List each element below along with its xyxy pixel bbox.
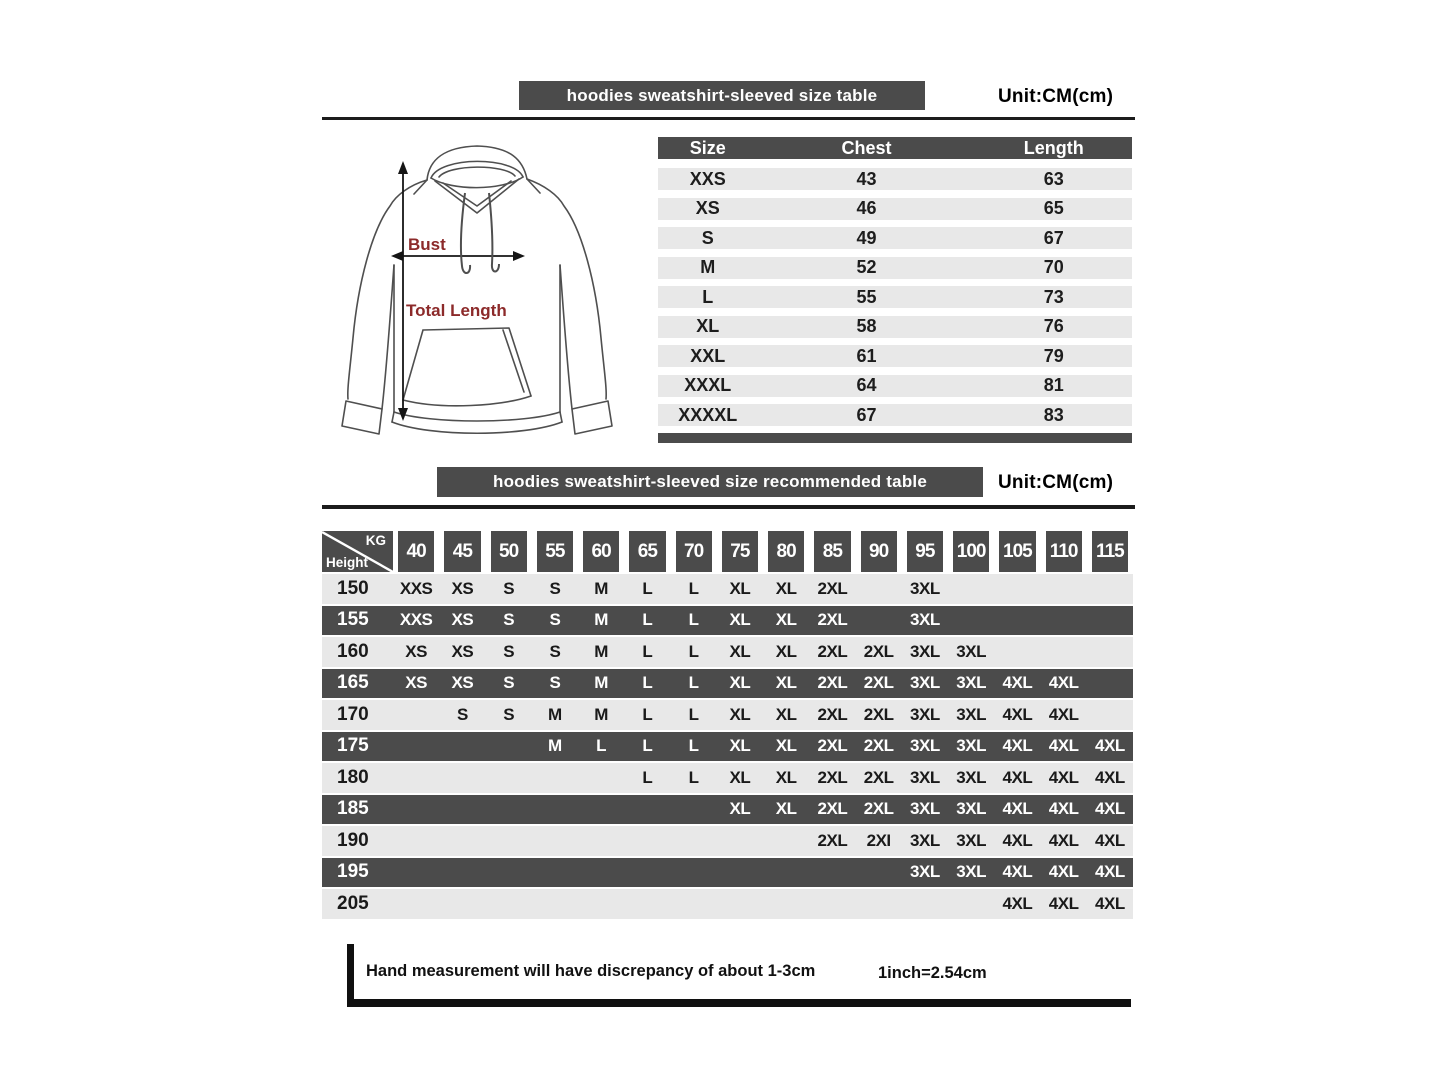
matrix-header-row xyxy=(322,531,1133,572)
size-table-row xyxy=(658,375,1132,397)
kg-column-header: 110 xyxy=(1046,531,1082,572)
size-recommendation-cell: L xyxy=(642,736,653,756)
bust-label: Bust xyxy=(408,235,446,254)
size-recommendation-cell: L xyxy=(688,736,699,756)
size-table-row xyxy=(658,286,1132,308)
size-recommendation-cell: XL xyxy=(775,673,797,693)
height-label: 155 xyxy=(337,609,369,631)
size-recommendation-cell: 4XL xyxy=(1048,736,1079,756)
size-recommendation-cell: L xyxy=(688,641,699,661)
size-recommendation-cell: M xyxy=(548,736,562,756)
size-recommendation-cell: 4XL xyxy=(1095,830,1125,850)
size-recommendation-cell: 4XL xyxy=(1002,799,1033,819)
size-table-cell-length: 63 xyxy=(1043,168,1064,189)
size-table-cell-chest: 55 xyxy=(856,286,877,307)
height-label: 190 xyxy=(337,829,369,851)
matrix-row-175 xyxy=(322,732,1133,762)
size-recommendation-cell: S xyxy=(503,673,515,693)
note-bottom-bar xyxy=(347,999,1131,1007)
matrix-row-190 xyxy=(322,826,1133,856)
size-recommendation-cell: 4XL xyxy=(1002,862,1033,882)
size-recommendation-cell: 2XL xyxy=(817,799,848,819)
size-recommendation-cell: 3XL xyxy=(956,641,986,661)
matrix-row-160 xyxy=(322,637,1133,667)
size-recommendation-cell: M xyxy=(594,610,608,630)
matrix-row-205 xyxy=(322,889,1133,919)
kg-column-header: 115 xyxy=(1092,531,1128,572)
size-recommendation-cell: S xyxy=(503,641,515,661)
size-recommendation-cell: 4XL xyxy=(1048,830,1079,850)
size-recommendation-cell: XL xyxy=(775,578,797,598)
size-table-row xyxy=(658,316,1132,338)
size-recommendation-cell: XS xyxy=(405,641,427,661)
size-recommendation-cell: L xyxy=(688,767,699,787)
size-table-cell-length: 79 xyxy=(1043,345,1064,366)
size-recommendation-cell: 3XL xyxy=(910,862,940,882)
size-recommendation-cell: 3XL xyxy=(910,704,940,724)
size-recommendation-cell: 2XL xyxy=(863,736,894,756)
recommended-table-title: hoodies sweatshirt-sleeved size recommended table xyxy=(492,472,927,491)
matrix-row-180 xyxy=(322,763,1133,793)
size-table-row xyxy=(658,345,1132,367)
size-recommendation-cell: 3XL xyxy=(910,610,940,630)
size-recommendation-cell: 4XL xyxy=(1048,893,1079,913)
size-recommendation-cell: S xyxy=(503,704,515,724)
corner-height-label: Height xyxy=(326,555,368,570)
size-table-cell-size: M xyxy=(700,257,716,277)
size-recommendation-cell: 3XL xyxy=(956,862,986,882)
size-recommendation-cell: M xyxy=(594,673,608,693)
kg-column-header: 45 xyxy=(444,531,480,572)
size-table-cell-chest: 61 xyxy=(856,345,877,366)
matrix-row-195 xyxy=(322,858,1133,888)
size-table-header-row xyxy=(658,137,1132,159)
hoodie-measurement-diagram xyxy=(330,133,624,463)
size-recommendation-cell: 4XL xyxy=(1048,767,1079,787)
size-recommendation-cell: 2XL xyxy=(863,673,894,693)
size-recommendation-cell: 2XL xyxy=(817,641,848,661)
size-recommendation-cell: XL xyxy=(729,799,751,819)
height-label: 165 xyxy=(337,672,369,694)
size-recommendation-cell: 4XL xyxy=(1048,799,1079,819)
size-table-cell-length: 76 xyxy=(1043,316,1064,336)
size-recommendation-cell: 2XL xyxy=(817,767,848,787)
height-label: 150 xyxy=(337,577,369,599)
size-table-cell-chest: 64 xyxy=(856,375,877,395)
size-table-cell-size: XL xyxy=(696,316,720,336)
size-recommendation-cell: XS xyxy=(451,673,474,693)
size-recommendation-cell: M xyxy=(594,704,608,724)
size-recommendation-cell: S xyxy=(549,641,561,661)
size-recommendation-cell: 4XL xyxy=(1095,767,1125,787)
size-recommendation-cell: XXS xyxy=(399,578,433,598)
kg-column-header: 85 xyxy=(814,531,850,572)
size-recommendation-cell: 3XL xyxy=(956,736,986,756)
kg-column-header: 55 xyxy=(537,531,573,572)
size-recommendation-cell: L xyxy=(596,736,607,756)
size-table-cell-chest: 43 xyxy=(856,168,877,189)
size-recommendation-cell: 2XL xyxy=(817,578,848,598)
size-recommendation-cell: S xyxy=(456,704,468,724)
column-header-length: Length xyxy=(1023,137,1084,158)
size-recommendation-cell: 2XL xyxy=(863,767,894,787)
size-recommendation-cell: 3XL xyxy=(956,767,986,787)
size-recommendation-cell: S xyxy=(549,610,561,630)
size-table-cell-chest: 49 xyxy=(856,227,877,248)
size-recommendation-cell: S xyxy=(503,578,515,598)
size-recommendation-cell: L xyxy=(688,673,699,693)
corner-kg-label: KG xyxy=(365,533,386,548)
size-table-cell-chest: 58 xyxy=(856,316,877,336)
kg-column-header: 80 xyxy=(768,531,804,572)
size-table-cell-size: S xyxy=(701,227,714,248)
size-recommendation-cell: XS xyxy=(405,673,427,693)
size-table-cell-chest: 52 xyxy=(856,257,877,277)
matrix-row-185 xyxy=(322,795,1133,825)
size-table-cell-size: L xyxy=(702,286,714,307)
size-recommendation-cell: XL xyxy=(729,641,751,661)
total-length-label: Total Length xyxy=(406,301,507,320)
size-recommendation-cell: L xyxy=(642,704,653,724)
inch-conversion-note: 1inch=2.54cm xyxy=(878,964,987,982)
matrix-body xyxy=(322,574,1133,919)
size-recommendation-cell: L xyxy=(688,704,699,724)
size-recommendation-cell: XL xyxy=(775,610,797,630)
kg-height-corner-cell xyxy=(322,531,393,572)
height-label: 175 xyxy=(337,735,369,757)
size-recommendation-cell: 4XL xyxy=(1095,799,1125,819)
size-recommendation-cell: 3XL xyxy=(910,830,940,850)
size-recommendation-cell: L xyxy=(642,578,653,598)
section2-divider-line xyxy=(322,505,1135,509)
kg-column-header: 105 xyxy=(999,531,1035,572)
size-recommendation-cell: 3XL xyxy=(910,799,940,819)
size-recommendation-cell: 4XL xyxy=(1095,862,1125,882)
size-recommendation-cell: XS xyxy=(451,641,474,661)
size-table-row xyxy=(658,227,1132,249)
size-table-bottom-bar xyxy=(658,433,1132,443)
size-recommendation-cell: 2XL xyxy=(817,673,848,693)
size-recommendation-cell: 3XL xyxy=(956,673,986,693)
size-recommendation-cell: 2XL xyxy=(817,610,848,630)
right-cuff xyxy=(572,401,612,434)
size-recommendation-cell: 2XL xyxy=(817,704,848,724)
size-recommendation-cell: S xyxy=(503,610,515,630)
left-cuff xyxy=(342,401,382,434)
size-table-cell-chest: 46 xyxy=(856,198,877,218)
size-recommendation-cell: 2XL xyxy=(863,704,894,724)
pocket-outline xyxy=(403,328,531,400)
size-recommendation-cell: L xyxy=(688,610,699,630)
size-recommendation-cell: XL xyxy=(775,736,797,756)
size-recommendation-cell: 2XL xyxy=(817,736,848,756)
column-header-chest: Chest xyxy=(841,137,892,158)
size-recommendation-cell: XL xyxy=(729,704,751,724)
size-recommendation-cell: 2XI xyxy=(866,830,891,850)
note-left-bar xyxy=(347,944,354,1001)
size-recommendation-cell: 4XL xyxy=(1002,673,1033,693)
size-recommendation-cell: XL xyxy=(729,767,751,787)
kg-column-header: 90 xyxy=(861,531,897,572)
size-table-body xyxy=(658,168,1132,426)
size-recommendation-cell: 4XL xyxy=(1095,736,1125,756)
size-recommendation-cell: 3XL xyxy=(910,673,940,693)
size-table-cell-length: 83 xyxy=(1043,404,1064,425)
size-table-title: hoodies sweatshirt-sleeved size table xyxy=(566,85,878,105)
size-recommendation-cell: 3XL xyxy=(956,704,986,724)
size-table-cell-size: XXXL xyxy=(684,375,732,395)
size-recommendation-cell: XL xyxy=(729,736,751,756)
kg-column-header: 95 xyxy=(907,531,943,572)
size-recommendation-cell: XL xyxy=(729,610,751,630)
size-table-cell-length: 70 xyxy=(1043,257,1064,277)
size-recommendation-cell: 3XL xyxy=(910,578,940,598)
size-recommendation-cell: S xyxy=(549,578,561,598)
size-recommendation-cell: L xyxy=(688,578,699,598)
size-recommendation-cell: M xyxy=(548,704,562,724)
size-recommendation-cell: 4XL xyxy=(1095,893,1125,913)
size-table-cell-size: XXXXL xyxy=(678,404,738,425)
height-label: 160 xyxy=(337,640,369,662)
right-drawstring xyxy=(489,193,499,272)
size-recommendation-cell: XL xyxy=(729,673,751,693)
size-table-row xyxy=(658,404,1132,426)
size-table-cell-length: 73 xyxy=(1043,286,1064,307)
recommended-table-title-bar xyxy=(437,467,983,497)
kg-column-header: 100 xyxy=(953,531,989,572)
size-recommendation-cell: 3XL xyxy=(956,830,986,850)
size-recommendation-cell: L xyxy=(642,673,653,693)
size-recommendation-cell: 4XL xyxy=(1002,893,1033,913)
size-recommendation-cell: L xyxy=(642,610,653,630)
kg-column-header: 70 xyxy=(676,531,712,572)
size-recommendation-cell: XL xyxy=(775,704,797,724)
measurement-note: Hand measurement will have discrepancy of about 1-3cm xyxy=(366,962,816,980)
height-label: 205 xyxy=(337,892,369,914)
size-recommendation-cell: 2XL xyxy=(817,830,848,850)
size-recommendation-cell: XL xyxy=(729,578,751,598)
kg-column-header: 40 xyxy=(398,531,434,572)
size-recommendation-cell: 4XL xyxy=(1002,830,1033,850)
size-table-cell-chest: 67 xyxy=(856,404,877,425)
size-recommendation-cell: 3XL xyxy=(910,736,940,756)
kg-column-header: 50 xyxy=(491,531,527,572)
size-recommendation-cell: 4XL xyxy=(1048,704,1079,724)
height-label: 185 xyxy=(337,798,369,820)
size-recommendation-cell: 4XL xyxy=(1002,736,1033,756)
kg-column-header: 75 xyxy=(722,531,758,572)
size-table-cell-length: 67 xyxy=(1043,227,1064,248)
size-recommendation-cell: 4XL xyxy=(1048,862,1079,882)
size-table-title-bar xyxy=(519,81,925,110)
matrix-row-165 xyxy=(322,669,1133,699)
recommended-size-matrix xyxy=(322,531,1133,919)
column-header-size: Size xyxy=(689,137,726,158)
height-label: 180 xyxy=(337,766,369,788)
size-table-cell-length: 65 xyxy=(1043,198,1064,218)
matrix-row-150 xyxy=(322,574,1133,604)
size-recommendation-cell: XL xyxy=(775,799,797,819)
size-table-cell-size: XXS xyxy=(689,168,726,189)
size-table-cell-size: XXL xyxy=(690,345,726,366)
matrix-row-155 xyxy=(322,606,1133,636)
size-table-row xyxy=(658,168,1132,190)
size-recommendation-cell: 3XL xyxy=(910,641,940,661)
size-recommendation-cell: 4XL xyxy=(1002,767,1033,787)
size-recommendation-cell: 2XL xyxy=(863,799,894,819)
size-recommendation-cell: XS xyxy=(451,578,474,598)
size-recommendation-cell: L xyxy=(642,767,653,787)
size-table-cell-length: 81 xyxy=(1043,375,1064,395)
size-table xyxy=(658,137,1132,443)
size-recommendation-cell: M xyxy=(594,641,608,661)
size-recommendation-cell: 3XL xyxy=(910,767,940,787)
size-recommendation-cell: XS xyxy=(451,610,474,630)
height-label: 195 xyxy=(337,861,369,883)
size-table-unit-label: Unit:CM(cm) xyxy=(998,86,1114,107)
size-recommendation-cell: M xyxy=(594,578,608,598)
size-recommendation-cell: L xyxy=(642,641,653,661)
size-recommendation-cell: 4XL xyxy=(1048,673,1079,693)
recommended-table-unit-label: Unit:CM(cm) xyxy=(998,472,1114,493)
size-table-row xyxy=(658,257,1132,279)
size-recommendation-cell: XL xyxy=(775,767,797,787)
size-recommendation-cell: 4XL xyxy=(1002,704,1033,724)
size-recommendation-cell: S xyxy=(549,673,561,693)
matrix-row-170 xyxy=(322,700,1133,730)
size-recommendation-cell: 2XL xyxy=(863,641,894,661)
size-recommendation-cell: XXS xyxy=(399,610,433,630)
height-label: 170 xyxy=(337,703,369,725)
size-table-row xyxy=(658,198,1132,220)
size-recommendation-cell: 3XL xyxy=(956,799,986,819)
size-recommendation-cell: XL xyxy=(775,641,797,661)
kg-column-header: 60 xyxy=(583,531,619,572)
section1-divider-line xyxy=(322,117,1135,120)
size-table-cell-size: XS xyxy=(695,198,720,218)
kg-column-header: 65 xyxy=(629,531,665,572)
